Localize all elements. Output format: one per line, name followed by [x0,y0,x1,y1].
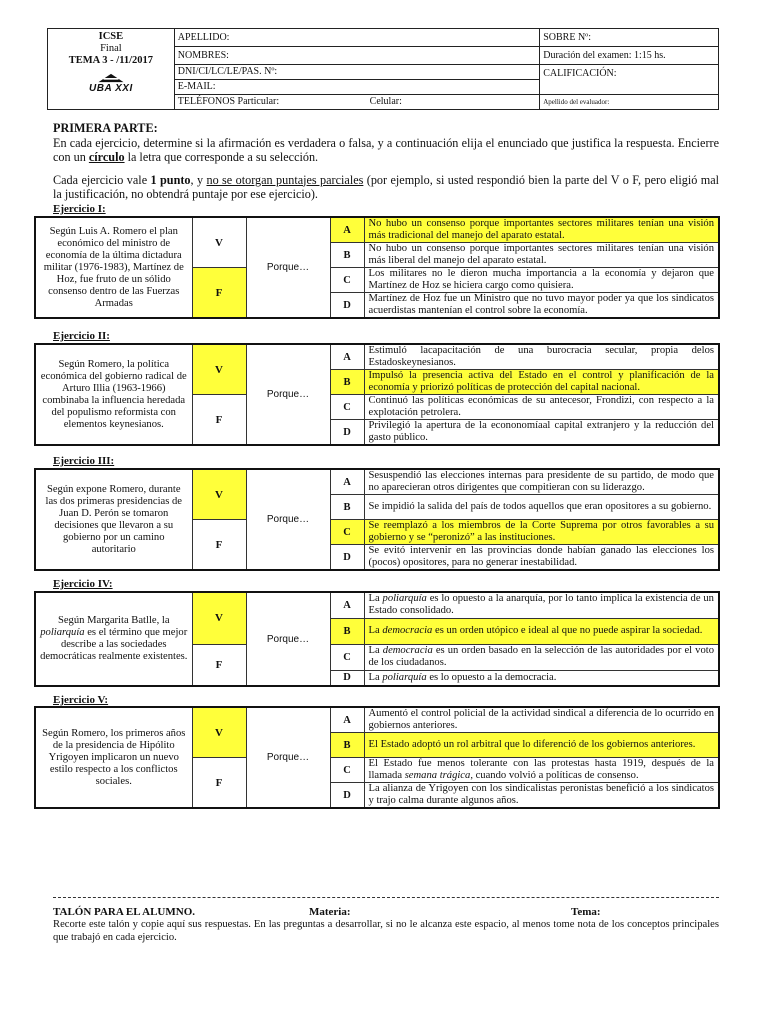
exercise-2-true-option[interactable]: V [192,344,246,395]
exercise-3-option-d[interactable]: D [330,545,364,571]
telefonos-field[interactable]: TELÉFONOS Particular: Celular: [174,95,539,110]
porque-label: Porque… [246,344,330,445]
exercise-2-option-d[interactable]: D [330,420,364,446]
exercise-3-answer-a: Sesuspendió las elecciones internas para presidente de su partido, de modo que no aparecieran otros dirigentes que compitieran con su liderazgo. [364,469,719,495]
exercise-3-option-b[interactable]: B [330,495,364,520]
exercise-2-option-c[interactable]: C [330,395,364,420]
calificacion-field[interactable]: CALIFICACIÓN: [540,65,719,95]
porque-label: Porque… [246,707,330,808]
exercise-4-answer-a: La poliarquía es lo opuesto a la anarquía, por lo tanto implica la existencia de un Estado consolidado. [364,592,719,618]
course-name: ICSE [98,31,124,42]
exercise-3-statement: Según expone Romero, durante las dos primeras presidencias de Juan D. Perón se tomaron decisiones que llevaron a su gobierno por un camino autoritario [35,469,192,570]
exercise-5-answer-d: La alianza de Yrigoyen con los sindicalistas peronistas benefició a los sindicatos y trajo calma durante algunos años. [364,783,719,809]
exercise-3-label: Ejercicio III: [53,455,115,467]
exercise-3-answer-d: Se evitó intervenir en las provincias donde habían ganado las elecciones los (pocos) opositores, para no generar inestabilidad. [364,545,719,571]
exercise-3-answer-b: Se impidió la salida del país de todos aquellos que eran opositores a su gobierno. [364,495,719,520]
exercise-4-option-c[interactable]: C [330,644,364,670]
exercise-1 [34,216,720,319]
exercise-5-option-a[interactable]: A [330,707,364,733]
exercise-4-answer-d: La poliarquía es lo opuesto a la democracia. [364,670,719,686]
exercise-2-statement: Según Romero, la política económica del gobierno radical de Arturo Illia (1963-1966) combinaba la influencia heredada del populismo reformista con elementos keynesianos. [35,344,192,445]
exercise-3 [34,468,720,571]
cut-line [53,897,719,898]
exercise-1-answer-a: No hubo un consenso porque importantes sectores militares tenían una visión más tradicional del manejo del aparato estatal. [364,217,719,243]
exercise-4-option-d[interactable]: D [330,670,364,686]
exercise-5-label: Ejercicio V: [53,694,109,706]
exercise-4-label: Ejercicio IV: [53,578,113,590]
exercise-5-false-option[interactable]: F [192,758,246,809]
exercise-4-true-option[interactable]: V [192,592,246,644]
talon-note: Recorte este talón y copie aquí sus respuestas. En las preguntas a desarrollar, si no le alcanza este espacio, al menos tome nota de los conceptos principales que trabajó en cada ejercicio. [53,919,719,943]
porque-label: Porque… [246,469,330,570]
celular-label: Celular: [369,96,402,107]
talon-title: TALÓN PARA EL ALUMNO. [53,906,195,918]
exercise-1-label: Ejercicio I: [53,203,106,215]
exam-type: Final [100,43,122,54]
exercise-5-option-c[interactable]: C [330,758,364,783]
apellido-field[interactable]: APELLIDO: [174,29,539,47]
exercise-5-answer-b: El Estado adoptó un rol arbitral que lo diferenció de los gobiernos anteriores. [364,733,719,758]
exercise-2-answer-a: Estimuló lacapacitación de una burocracia secular, propia delos Estadoskeynesianos. [364,344,719,370]
instructions-paragraph-2: Cada ejercicio vale 1 punto, y no se otorgan puntajes parciales (por ejemplo, si usted respondió bien la parte del V o F, pero eligió mal la justificación, no obtendrá puntaje por ese ejercicio). [53,172,720,201]
exercise-1-option-b[interactable]: B [330,243,364,268]
exercise-4-false-option[interactable]: F [192,644,246,686]
exercise-4-answer-b: La democracia es un orden utópico e ideal al que no puede aspirar la sociedad. [364,618,719,644]
exercise-5-option-d[interactable]: D [330,783,364,809]
exercise-4-option-b[interactable]: B [330,618,364,644]
student-stub [53,906,719,944]
dni-field[interactable]: DNI/CI/LC/LE/PAS. Nº: [174,65,539,80]
exercise-1-statement: Según Luis A. Romero el plan económico del ministro de economía de la última dictadura militar (1976-1983), Martínez de Hoz, fue fruto de un sólido consenso dentro de las Fuerzas Armadas [35,217,192,318]
exercise-1-true-option[interactable]: V [192,217,246,268]
exercise-2-option-a[interactable]: A [330,344,364,370]
exercise-4-statement: Según Margarita Batlle, la poliarquía es el término que mejor describe a las sociedades democráticas realmente existentes. [35,592,192,686]
instructions [53,121,719,202]
exercise-3-option-c[interactable]: C [330,520,364,545]
exercise-4-option-a[interactable]: A [330,592,364,618]
exercise-5-true-option[interactable]: V [192,707,246,758]
tema-field[interactable]: Tema: [571,906,601,918]
sobre-field[interactable]: SOBRE Nº: [540,29,719,47]
email-field[interactable]: E-MAIL: [174,80,539,95]
exercise-5-statement: Según Romero, los primeros años de la presidencia de Hipólito Yrigoyen implicaron un nuevo estilo respecto a los conflictos sociales. [35,707,192,808]
exam-header [47,28,719,110]
exercise-2-option-b[interactable]: B [330,370,364,395]
section-title: PRIMERA PARTE: [53,121,158,135]
materia-field[interactable]: Materia: [309,906,351,918]
instructions-paragraph-1: En cada ejercicio, determine si la afirmación es verdadera o falsa, y a continuación elija el enunciado que justifica la respuesta. Encierre con un círculo la letra que corresponde a su selección. [53,135,719,164]
exercise-3-answer-c: Se reemplazó a los miembros de la Corte Suprema por otros favorables a su gobierno y se “peronizó” a las instituciones. [364,520,719,545]
exercise-4-answer-c: La democracia es un orden basado en la selección de las autoridades por el voto de los ciudadanos. [364,644,719,670]
exercise-2-false-option[interactable]: F [192,395,246,446]
exercise-4 [34,591,720,687]
exercise-5-answer-c: El Estado fue menos tolerante con las protestas hasta 1919, después de la llamada semana trágica, cuando volvió a políticas de consenso. [364,758,719,783]
exercise-1-option-d[interactable]: D [330,293,364,319]
exercise-2-answer-c: Continuó las políticas económicas de su antecesor, Frondizi, con respecto a la explotación petrolera. [364,395,719,420]
nombres-field[interactable]: NOMBRES: [174,47,539,65]
evaluador-field[interactable]: Apellido del evaluador: [540,95,719,110]
porque-label: Porque… [246,592,330,686]
duracion-label: Duración del examen: 1:15 hs. [540,47,719,65]
exercise-2-answer-b: Impulsó la presencia activa del Estado en el control y planificación de la economía y priorizó políticas de protección del capital nacional. [364,370,719,395]
exercise-3-false-option[interactable]: F [192,520,246,571]
porque-label: Porque… [246,217,330,318]
exercise-2-answer-d: Privilegió la apertura de la econonomíaal capital extranjero y la reducción del gasto público. [364,420,719,446]
exercise-1-false-option[interactable]: F [192,268,246,319]
exercise-1-option-a[interactable]: A [330,217,364,243]
exercise-3-true-option[interactable]: V [192,469,246,520]
uba-xxi-logo: UBA XXI [89,73,133,95]
exercise-1-answer-d: Martínez de Hoz fue un Ministro que no tuvo mayor poder ya que los sindicatos acuerdistas mantenían el control sobre la economía. [364,293,719,319]
exercise-5-option-b[interactable]: B [330,733,364,758]
exercise-2 [34,343,720,446]
tema-label: TEMA 3 - /11/2017 [68,55,154,66]
exercise-1-answer-b: No hubo un consenso porque importantes sectores militares tenían una visión más liberal del manejo del aparato estatal. [364,243,719,268]
exercise-5 [34,706,720,809]
uba-logo-icon [94,73,128,83]
exercise-5-answer-a: Aumentó el control policial de la actividad sindical a diferencia de lo ocurrido en gobiernos anteriores. [364,707,719,733]
exam-id-block [48,29,175,110]
exercise-2-label: Ejercicio II: [53,330,110,342]
exercise-1-option-c[interactable]: C [330,268,364,293]
exercise-1-answer-c: Los militares no le dieron mucha importancia a la economía y dejaron que Martínez de Hoz se hiciera cargo como quisiera. [364,268,719,293]
exercise-3-option-a[interactable]: A [330,469,364,495]
